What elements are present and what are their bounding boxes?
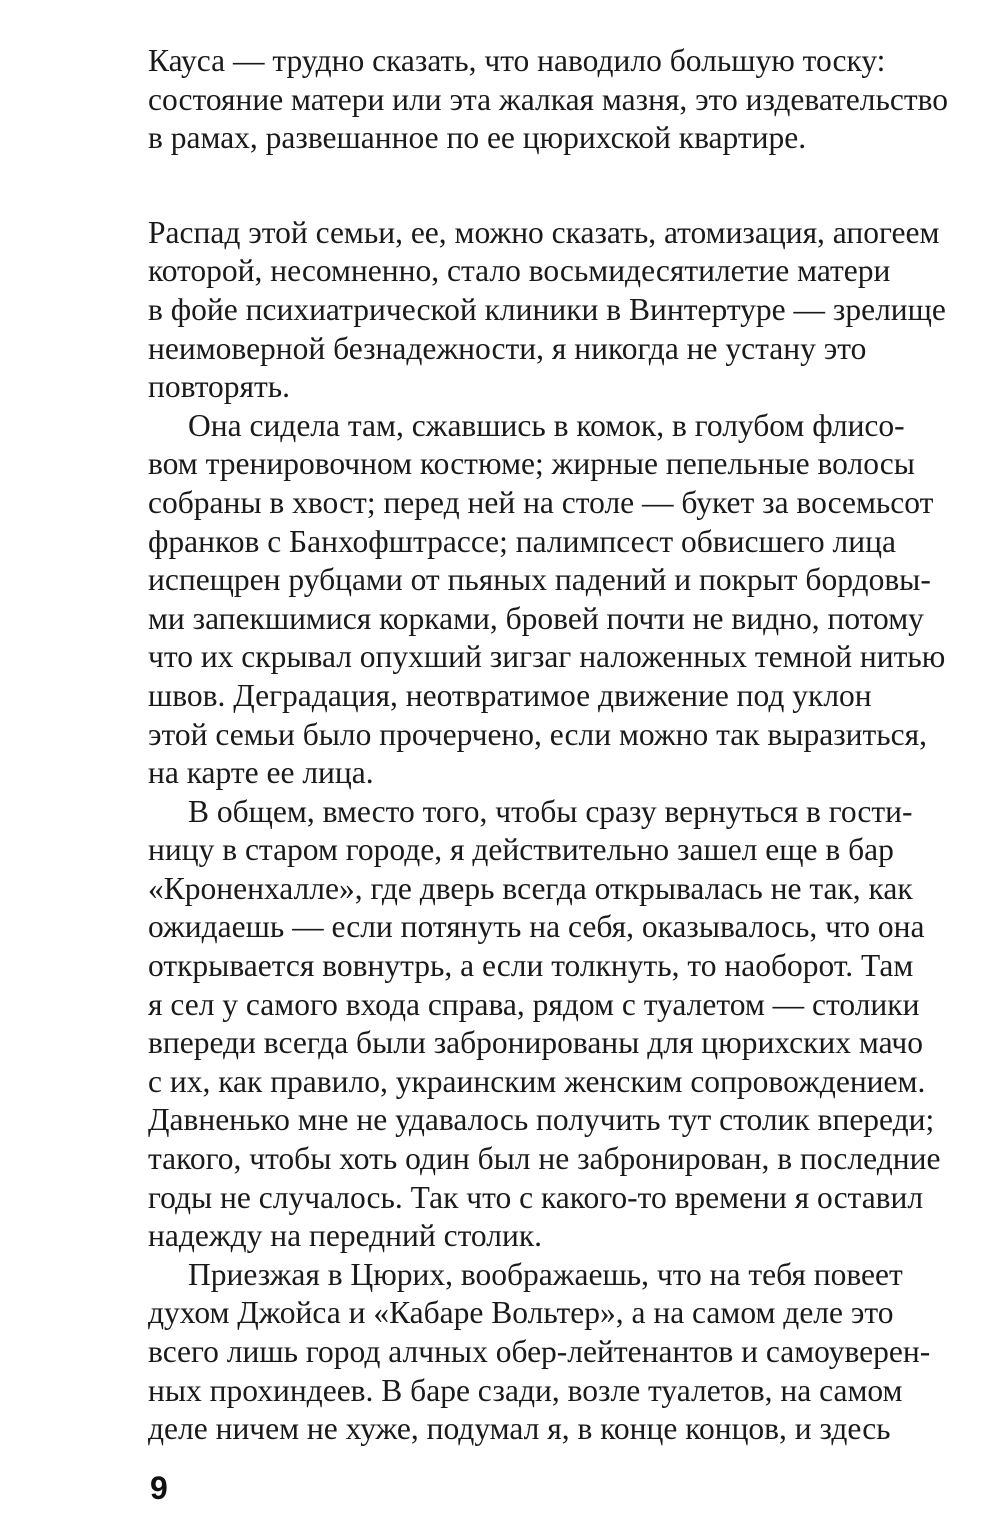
text-line: впереди всегда были забронированы для цюрихских мачо: [148, 1025, 923, 1061]
text-line: испещрен рубцами от пьяных падений и покрыт бордовы-: [148, 562, 931, 598]
paragraph-4: [148, 793, 983, 1256]
text-line: деле ничем не хуже, подумал я, в конце концов, и здесь: [148, 1411, 891, 1447]
text-line: вом тренировочном костюме; жирные пепельные волосы: [148, 446, 915, 482]
text-line: я сел у самого входа справа, рядом с туалетом — столики: [148, 986, 920, 1022]
text-line: этой семьи было прочерчено, если можно так выразиться,: [148, 716, 927, 752]
text-line: всего лишь город алчных обер-лейтенантов и самоуверен-: [148, 1334, 931, 1369]
text-line: Распад этой семьи, ее, можно сказать, атомизация, апогеем: [148, 214, 940, 250]
text-line: такого, чтобы хоть один был не забронирован, в последние: [148, 1141, 941, 1177]
text-line: которой, несомненно, стало восьмидесятилетие матери: [148, 253, 891, 289]
text-line: духом Джойса и «Кабаре Вольтер», а на самом деле это: [148, 1295, 894, 1331]
text-line: «Кроненхалле», где дверь всегда открывалась не так, как: [148, 870, 913, 906]
text-line: швов. Деградация, неотвратимое движение под уклон: [148, 677, 872, 713]
text-line: ницу в старом городе, я действительно зашел еще в бар: [148, 832, 894, 868]
text-line: Она сидела там, сжавшись в комок, в голубом флисо-: [188, 407, 905, 443]
text-line: собраны в хвост; перед ней на столе — букет за восемьсот: [148, 484, 934, 520]
text-line: Приезжая в Цюрих, воображаешь, что на тебя повеет: [188, 1256, 903, 1292]
text-line: Давненько мне не удавалось получить тут столик впереди;: [148, 1102, 935, 1138]
paragraph-3: [148, 407, 983, 793]
text-line: в фойе психиатрической клиники в Винтертуре — зрелище: [148, 291, 946, 327]
text-line: на карте ее лица.: [148, 755, 374, 791]
text-line: повторять.: [148, 369, 291, 405]
text-line: что их скрывал опухший зигзаг наложенных темной нитью: [148, 639, 946, 675]
text-line: ожидаешь — если потянуть на себя, оказывалось, что она: [148, 909, 925, 945]
text-line: в рамах, развешанное по ее цюрихской квартире.: [148, 120, 807, 156]
text-line: надежду на передний столик.: [148, 1218, 543, 1254]
text-line: ми запекшимися корками, бровей почти не видно, потому: [148, 600, 924, 636]
text-line: состояние матери или эта жалкая мазня, это издевательство: [148, 81, 949, 117]
text-line: ных прохиндеев. В баре сзади, возле туалетов, на самом: [148, 1372, 903, 1408]
text-line: открывается вовнутрь, а если толкнуть, то наоборот. Там: [148, 948, 914, 984]
text-line: франков с Банхофштрассе; палимпсест обвисшего лица: [148, 523, 896, 559]
section-break: [148, 158, 983, 214]
text-line: с их, как правило, украинским женским сопровождением.: [148, 1063, 926, 1099]
text-line: Кауса — трудно сказать, что наводило большую тоску:: [148, 43, 886, 78]
paragraph-2: [148, 214, 983, 407]
page-number: 9: [150, 1470, 168, 1506]
paragraph-1: [148, 42, 983, 158]
paragraph-5: [148, 1256, 983, 1449]
text-line: годы не случалось. Так что с какого-то времени я оставил: [148, 1179, 924, 1215]
page-text: [148, 42, 983, 1449]
text-line: В общем, вместо того, чтобы сразу вернуться в гости-: [188, 793, 913, 829]
text-line: неимоверной безнадежности, я никогда не устану это: [148, 330, 867, 366]
